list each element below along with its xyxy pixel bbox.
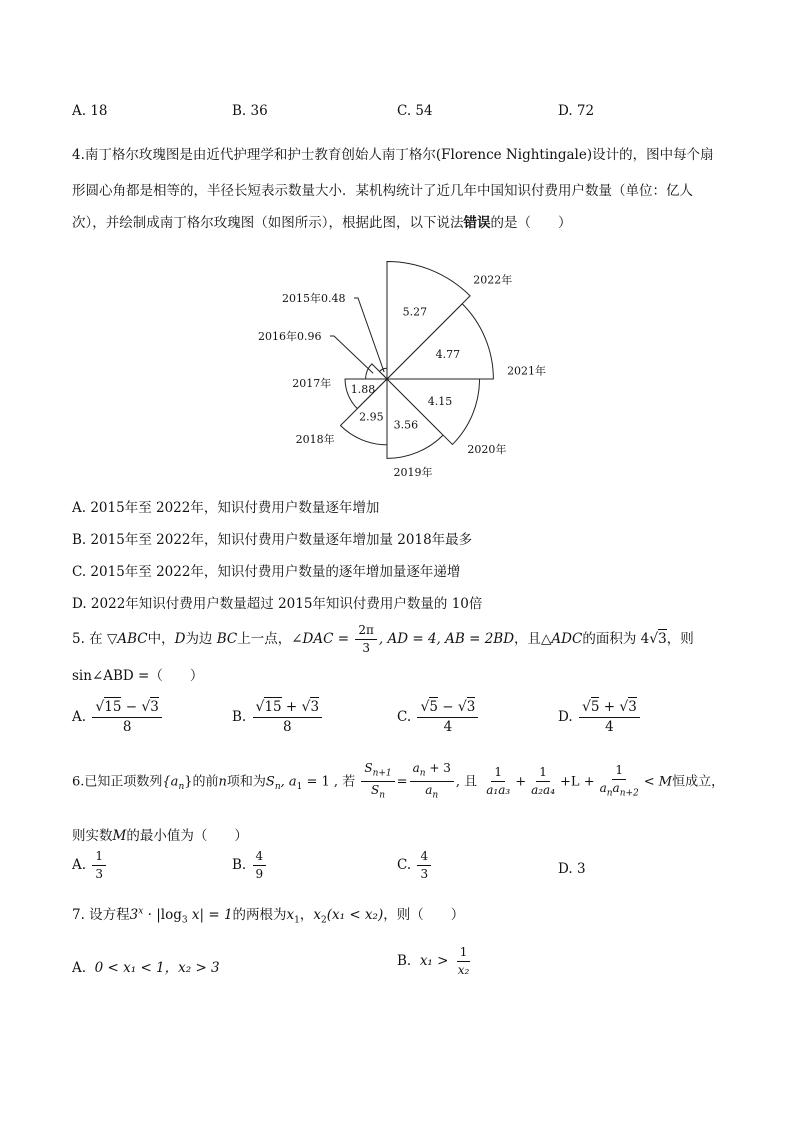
- q5-option-c: C. $\frac{√5 - √3}{4}$: [397, 700, 480, 735]
- q6-stem: 6.已知正项数列$\{a_n\}$的前n项和为$S_n$, $a_1 = 1$ , 若 $\frac{S_{n+1}}{S_n}$ = $\frac{a_n + 3}{a_n}$ , 且 $\frac{1}{\text{a₁a₃}}$ + $\frac{1}{\text{a₂a₄}}$ +L + $\frac{1}{a_na_{n+2}}$ < M恒成立，: [72, 761, 725, 801]
- rose-value-label: 1.88: [350, 382, 376, 396]
- rose-leader-line: [330, 336, 373, 373]
- rose-year-label: 2021年: [507, 364, 547, 378]
- q4-option-a: A. 2015年至 2022年，知识付费用户数量逐年增加: [72, 500, 380, 516]
- q3-options: [72, 103, 733, 125]
- q5-triangle: ▽ABC: [106, 631, 148, 648]
- rose-year-label: 2022年: [473, 273, 513, 287]
- q6-option-d: D. 3: [558, 861, 586, 877]
- q7-option-a: A. 0 < x₁ < 1，x₂ > 3: [72, 960, 220, 976]
- q5-stem: 5. 在 ▽ABC中，D为边 BC上一点，∠DAC = $\frac{2\pi}{3}$ , AD = 4, AB = 2BD，且△ADC的面积为 4√3，则: [72, 623, 694, 656]
- q4-option-d: D. 2022年知识付费用户数量超过 2015年知识付费用户数量的 10倍: [72, 596, 483, 612]
- rose-year-value-label: 2015年0.48: [282, 292, 346, 305]
- q5-question: sin∠ABD =（ ）: [72, 668, 204, 684]
- q4-option-c: C. 2015年至 2022年，知识付费用户数量的逐年增加量逐年递增: [72, 564, 461, 580]
- q3-option-d: D. 72: [558, 103, 595, 119]
- rose-year-value-label: 2016年0.96: [258, 330, 322, 343]
- q4-line3: 次），并绘制成南丁格尔玫瑰图（如图所示），根据此图，以下说法错误的是（ ）: [72, 215, 572, 231]
- q6-ratio-rhs: $\frac{a_n + 3}{a_n}$: [410, 762, 454, 802]
- rose-year-label: 2020年: [467, 442, 507, 456]
- q3-option-a: A. 18: [72, 103, 108, 119]
- q6-option-a: A. $\frac{1}{3}$: [72, 850, 108, 881]
- q6-option-c: C. $\frac{4}{3}$: [397, 850, 433, 881]
- q6-option-b: B. $\frac{4}{9}$: [232, 850, 268, 881]
- rose-value-label: 3.56: [393, 418, 419, 432]
- rose-year-label: 2018年: [295, 433, 335, 447]
- q4-line1: 4.南丁格尔玫瑰图是由近代护理学和护士教育创始人南丁格尔(Florence Nightingale)设计的，图中每个扇: [72, 147, 714, 163]
- rose-leader-line: [354, 298, 384, 372]
- q5-option-a: A. $\frac{√15 - √3}{8}$: [72, 700, 164, 735]
- rose-year-label: 2019年: [393, 466, 433, 480]
- rose-value-label: 2.95: [359, 410, 384, 424]
- q5-angle-fraction: $\frac{2\pi}{3}$: [355, 624, 377, 655]
- q7-option-b: B. x₁ > $\frac{1}{\text{x₂}}$: [397, 945, 470, 978]
- q6-line2: 则实数M的最小值为（ ）: [72, 828, 248, 844]
- q4-emphasis: 错误: [463, 215, 491, 231]
- q5-option-b: B. $\frac{√15 + √3}{8}$: [232, 700, 324, 735]
- q4-option-b: B. 2015年至 2022年，知识付费用户数量逐年增加量 2018年最多: [72, 532, 473, 548]
- q7-stem: 7. 设方程$3^x \cdot |\log_3$ x| = 1的两根为$x_1$，$x_2(x_1 < x_2)$，则（ ）: [72, 906, 465, 926]
- q6-options: [72, 850, 733, 890]
- q3-option-b: B. 36: [232, 103, 268, 119]
- q3-option-c: C. 54: [397, 103, 433, 119]
- rose-value-label: 4.77: [435, 347, 461, 361]
- q5-option-d: D. $\frac{√5 + √3}{4}$: [558, 700, 642, 735]
- nightingale-rose-chart: [258, 236, 560, 486]
- rose-value-label: 5.27: [402, 305, 428, 319]
- rose-value-label: 4.15: [427, 394, 453, 408]
- rose-year-label: 2017年: [292, 376, 332, 390]
- q4-line2: 形圆心角都是相等的，半径长短表示数量大小．某机构统计了近几年中国知识付费用户数量（单位：亿人: [72, 183, 693, 199]
- q5-options: [72, 700, 733, 746]
- q6-ratio-lhs: $\frac{S_{n+1}}{S_n}$: [361, 762, 394, 802]
